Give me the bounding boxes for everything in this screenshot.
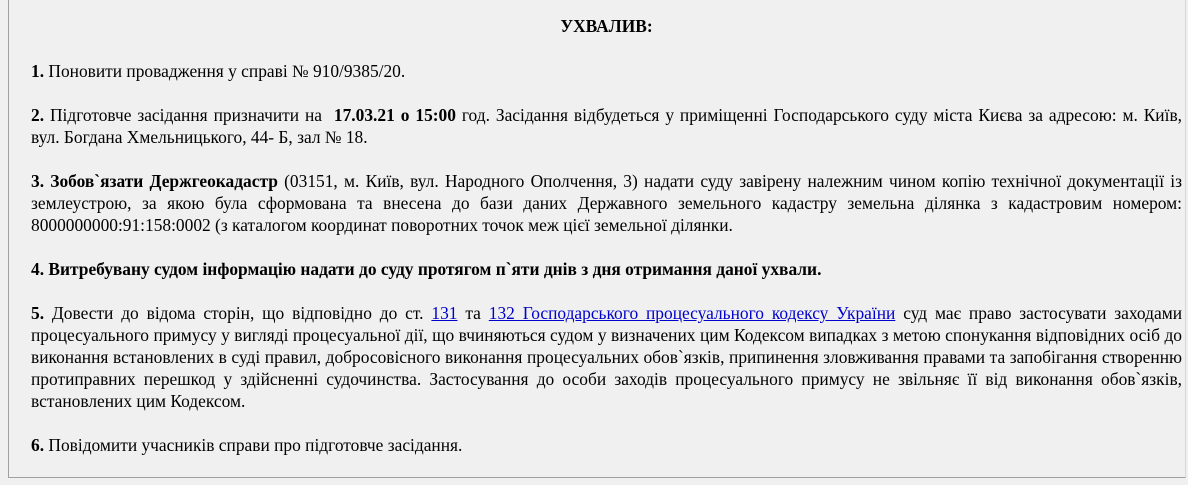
paragraph-5 (31, 302, 1182, 412)
hearing-date: 17.03.21 (333, 105, 395, 125)
paragraph-5-number: 5. (31, 303, 45, 323)
paragraph-3-bold-text: Зобов`язати Держгеокадастр (44, 171, 278, 191)
paragraph-6 (31, 434, 1182, 456)
paragraph-2-text-start: Підготовче засідання призначити на (44, 105, 328, 125)
paragraph-5-text-start: Довести до відома сторін, що відповідно до ст. (44, 303, 432, 323)
paragraph-3-number: 3. (31, 171, 45, 191)
paragraph-5-text-end: суд має право застосувати заходами процесуального примусу у вигляді процесуальної дії, що вчиняються судом у визначених цим Кодексом випадках з метою спонукання відповідних осіб до виконання встановлених в суді правил, добросовісного виконання процесуальних обов`язків, припинення зловживання правами та запобігання створенню протиправних перешкод у здійсненні судочинства. Застосування до особи заходів процесуального примусу не звільняє її від виконання обов`язків, встановлених цим Кодексом. (31, 303, 1183, 411)
paragraph-1-number: 1. (31, 61, 45, 81)
paragraph-6-text: Повідомити учасників справи про підготовче засідання. (44, 435, 463, 455)
paragraph-4-number: 4. (31, 259, 45, 279)
paragraph-4 (31, 258, 1182, 280)
paragraph-6-number: 6. (31, 435, 45, 455)
paragraph-4-text: Витребувану судом інформацію надати до суду протягом п`яти днів з дня отримання даної ухвали. (44, 259, 822, 279)
paragraph-2 (31, 104, 1182, 148)
commercial-procedure-code-link[interactable]: 132 Господарського процесуального кодексу України (488, 303, 896, 323)
paragraph-2-text-end: год. Засідання відбудеться у приміщенні Господарського суду міста Києва за адресою: м. Київ, вул. Богдана Хмельницького, 44- Б, зал № 18. (31, 105, 1183, 147)
paragraph-3 (31, 170, 1182, 236)
ruling-document (31, 14, 1182, 478)
ruling-heading: УХВАЛИВ: (560, 16, 653, 36)
paragraph-1 (31, 60, 1182, 82)
hearing-time: о 15:00 (400, 105, 456, 125)
paragraph-2-number: 2. (31, 105, 45, 125)
paragraph-1-text: Поновити провадження у справі № 910/9385/20. (44, 61, 406, 81)
article-131-link[interactable]: 131 (431, 303, 458, 323)
paragraph-5-conjunction: та (457, 303, 489, 323)
paragraph-3-text: (03151, м. Київ, вул. Народного Ополчення, 3) надати суду завірену належним чином копію технічної документації із землеустрою, за якою була сформована та внесена до бази даних Державного земельного кадастру земельна ділянка з кадастровим номером: 8000000000:91:158:0002 (з каталогом координат поворотних точок меж цієї земельної ділянки. (31, 171, 1182, 235)
document-frame (8, 0, 1186, 478)
